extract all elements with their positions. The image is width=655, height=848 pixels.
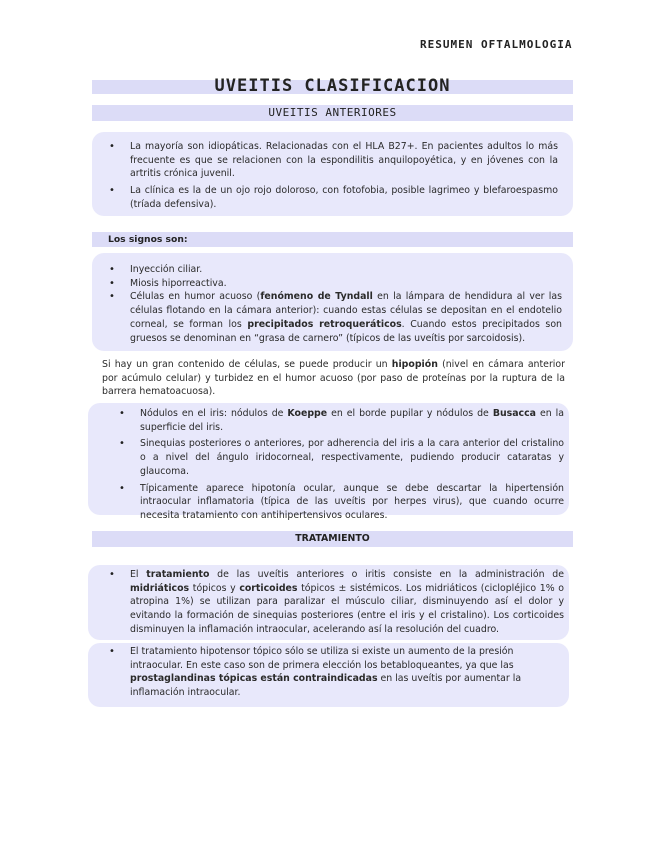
intro-list: [130, 140, 558, 212]
text-span: Células en humor acuoso (: [130, 291, 261, 303]
treatment-list-2: [130, 645, 554, 700]
term-corticoides: corticoides: [239, 582, 298, 594]
treatment-heading: TRATAMIENTO: [295, 533, 370, 544]
term-tratamiento: tratamiento: [146, 569, 210, 580]
term-retroqueraticos: precipitados retroqueráticos: [247, 318, 402, 330]
list-item: • La mayoría son idiopáticas. Relacionadas con el HLA B27+. En pacientes adultos lo más frecuente es que se relacionen con la espondilitis anquilopoyética, y en jóvenes con la artritis crónica juvenil.: [130, 140, 558, 181]
list-item: • Inyección ciliar.: [130, 263, 562, 277]
text-span: El: [130, 569, 147, 580]
treatment-box-1: [88, 565, 569, 640]
list-item: • La clínica es la de un ojo rojo doloroso, con fotofobia, posible lagrimeo y blefaroespasmo (tríada defensiva).: [130, 184, 558, 211]
signs-label: Los signos son:: [108, 234, 188, 245]
text-span: en el borde pupilar y nódulos de: [327, 408, 493, 419]
list-item: • Sinequias posteriores o anteriores, por adherencia del iris a la cara anterior del cristalino o a nivel del ángulo iridocorneal, respectivamente, pudiendo producir cataratas y glaucoma.: [140, 437, 564, 478]
document-header-label: RESUMEN OFTALMOLOGIA: [420, 38, 573, 51]
text-span: El tratamiento hipotensor tópico sólo se utiliza si existe un aumento de la presión intraocular. En este caso son de primera elección los betabloqueantes, ya que las: [130, 646, 514, 671]
term-midriaticos: midriáticos: [130, 582, 190, 594]
text-span: en la superficie del iris.: [140, 408, 564, 433]
text-span: en la lámpara de hendidura al ver las células flotando en la cámara anterior): cuando estas células se depositan en el endotelio corneal, se forman los: [130, 291, 562, 330]
section-subtitle: UVEITIS ANTERIORES: [268, 106, 397, 119]
term-koeppe: Koeppe: [287, 408, 328, 419]
page-title: UVEITIS CLASIFICACION: [214, 76, 451, 96]
list-item: • Típicamente aparece hipotonía ocular, aunque se debe descartar la hipertensión intraocular inflamatoria (típica de las uveítis por herpes virus), que cuando ocurre necesita tratamiento con antihipertensivos oculares.: [140, 482, 564, 523]
treatment-list-1: [130, 568, 564, 637]
intro-box: [92, 132, 573, 216]
more-signs-list: [140, 407, 564, 523]
signs-list: [130, 263, 562, 345]
signs-box: [92, 253, 573, 351]
list-item: [130, 290, 562, 345]
text-span: Si hay un gran contenido de células, se puede producir un: [102, 359, 392, 370]
term-tyndall: fenómeno de Tyndall: [260, 291, 373, 303]
text-span: de las uveítis anteriores o iritis consiste en la administración de: [209, 569, 564, 580]
term-prostaglandinas: prostaglandinas tópicas están contraindicadas: [130, 673, 378, 685]
text-span: Nódulos en el iris: nódulos de: [140, 408, 288, 419]
list-item: • Miosis hiporreactiva.: [130, 277, 562, 291]
text-span: . Cuando estos precipitados son gruesos se denominan en “grasa de carnero” (típicos de las uveítis por sarcoidosis).: [130, 318, 562, 344]
list-item: [130, 568, 564, 637]
text-span: (nivel en cámara anterior por acúmulo celular) y turbidez en el humor acuoso (por paso de proteínas por la ruptura de la barrera hematoacuosa).: [102, 359, 565, 398]
list-item: [140, 407, 564, 434]
list-item: [130, 645, 554, 700]
term-busacca: Busacca: [492, 408, 536, 419]
more-signs-box: [88, 403, 569, 521]
term-hipopion: hipopión: [391, 359, 438, 370]
text-span: tópicos ± sistémicos. Los midriáticos (ciclopléjico 1% o atropina 1%) se utilizan para paralizar el músculo ciliar, disminuyendo así el dolor y evitando la formación de sinequias posteriores (entre el iris y el cristalino). Los corticoides disminuyen la inflamación intraocular, acelerando así la resolución del cuadro.: [130, 582, 564, 635]
text-span: tópicos y: [189, 582, 240, 594]
text-span: en las uveítis por aumentar la inflamación intraocular.: [130, 673, 522, 699]
treatment-box-2: [88, 643, 569, 707]
hypopyon-paragraph: [102, 358, 565, 399]
